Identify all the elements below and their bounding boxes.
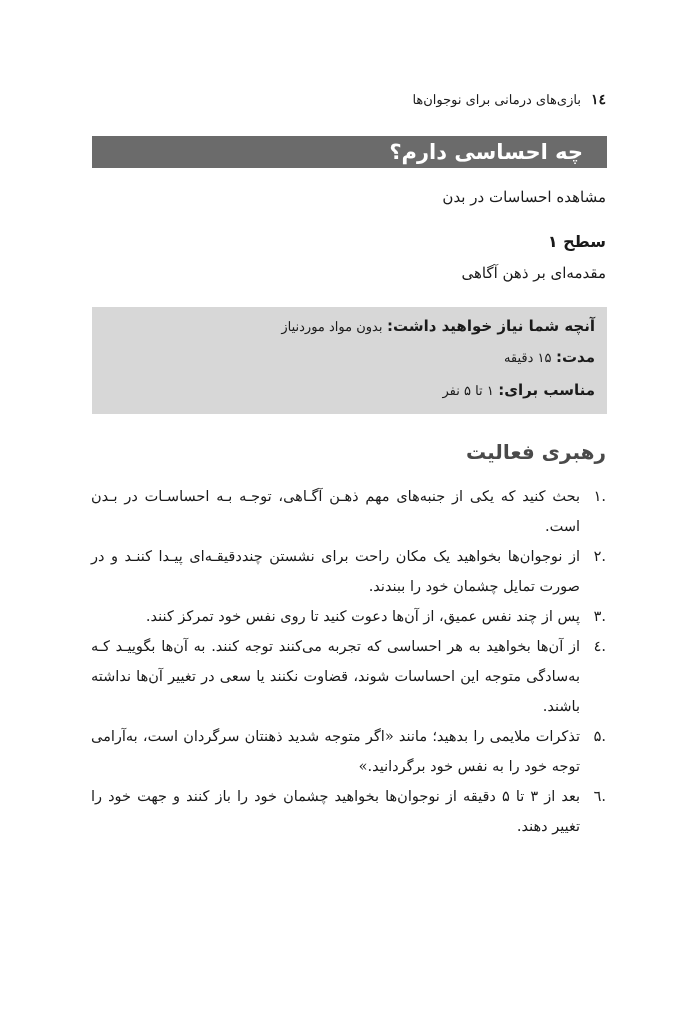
- step-text: بعد از ۳ تا ۵ دقیقه از نوجوان‌ها بخواهید چشمان خود را باز کنند و جهت خود را تغییر دهند.: [91, 789, 580, 835]
- level-subtitle: مقدمه‌ای بر ذهن آگاهی: [461, 264, 606, 282]
- activity-subtitle: مشاهده احساسات در بدن: [442, 188, 606, 206]
- duration-value: ۱۵ دقیقه: [503, 351, 552, 366]
- step-number: .۵: [593, 729, 606, 745]
- step-text: بحث کنید که یکی از جنبه‌های مهم ذهـن آگـاهی، توجـه بـه احساسـات در بـدن است.: [91, 489, 580, 535]
- step-item: [91, 632, 606, 722]
- materials-row: [281, 317, 595, 335]
- info-box: [92, 307, 607, 414]
- step-text: تذکرات ملایمی را بدهید؛ مانند «اگر متوجه شدید ذهنتان سرگردان است، به‌آرامی توجه خود را به نفس خود برگردانید.»: [91, 729, 580, 775]
- duration-row: [504, 348, 595, 366]
- step-item: [91, 782, 606, 842]
- step-number: .٦: [593, 789, 606, 805]
- steps-list: [91, 482, 606, 842]
- duration-label: مدت:: [555, 348, 595, 366]
- chapter-title-bar: [92, 136, 607, 168]
- step-number: .٤: [593, 639, 606, 655]
- section-heading: رهبری فعالیت: [465, 440, 606, 464]
- step-item: [91, 482, 606, 542]
- materials-value: بدون مواد موردنیاز: [281, 320, 383, 335]
- step-text: از نوجوان‌ها بخواهید یک مکان راحت برای نشستن چنددقیقـه‌ای پیـدا کننـد و در صورت تمایل چشمان خود را ببندند.: [91, 549, 580, 595]
- materials-label: آنچه شما نیاز خواهید داشت:: [386, 317, 595, 335]
- page-number: ١٤: [590, 92, 606, 108]
- step-text: از آن‌ها بخواهید به هر احساسی که تجربه می‌کنند توجه کنند. به آن‌ها بگوییـد کـه به‌سادگی متوجه این احساسات شوند، قضاوت نکنند یا سعی در تغییر آن‌ها نداشته باشند.: [91, 639, 580, 715]
- chapter-title: چه احساسی دارم؟: [389, 140, 583, 164]
- running-title: بازی‌های درمانی برای نوجوان‌ها: [412, 92, 581, 108]
- step-number: .۳: [593, 609, 606, 625]
- step-number: .۱: [593, 489, 606, 505]
- running-header: [86, 92, 606, 108]
- suitable-row: [442, 381, 595, 399]
- step-item: [91, 602, 606, 632]
- step-number: .۲: [593, 549, 606, 565]
- level-heading: سطح ۱: [547, 232, 606, 251]
- suitable-value: ۱ تا ۵ نفر: [442, 384, 494, 399]
- step-item: [91, 542, 606, 602]
- step-item: [91, 722, 606, 782]
- suitable-label: مناسب برای:: [498, 381, 595, 399]
- step-text: پس از چند نفس عمیق، از آن‌ها دعوت کنید تا روی نفس خود تمرکز کنند.: [145, 609, 580, 625]
